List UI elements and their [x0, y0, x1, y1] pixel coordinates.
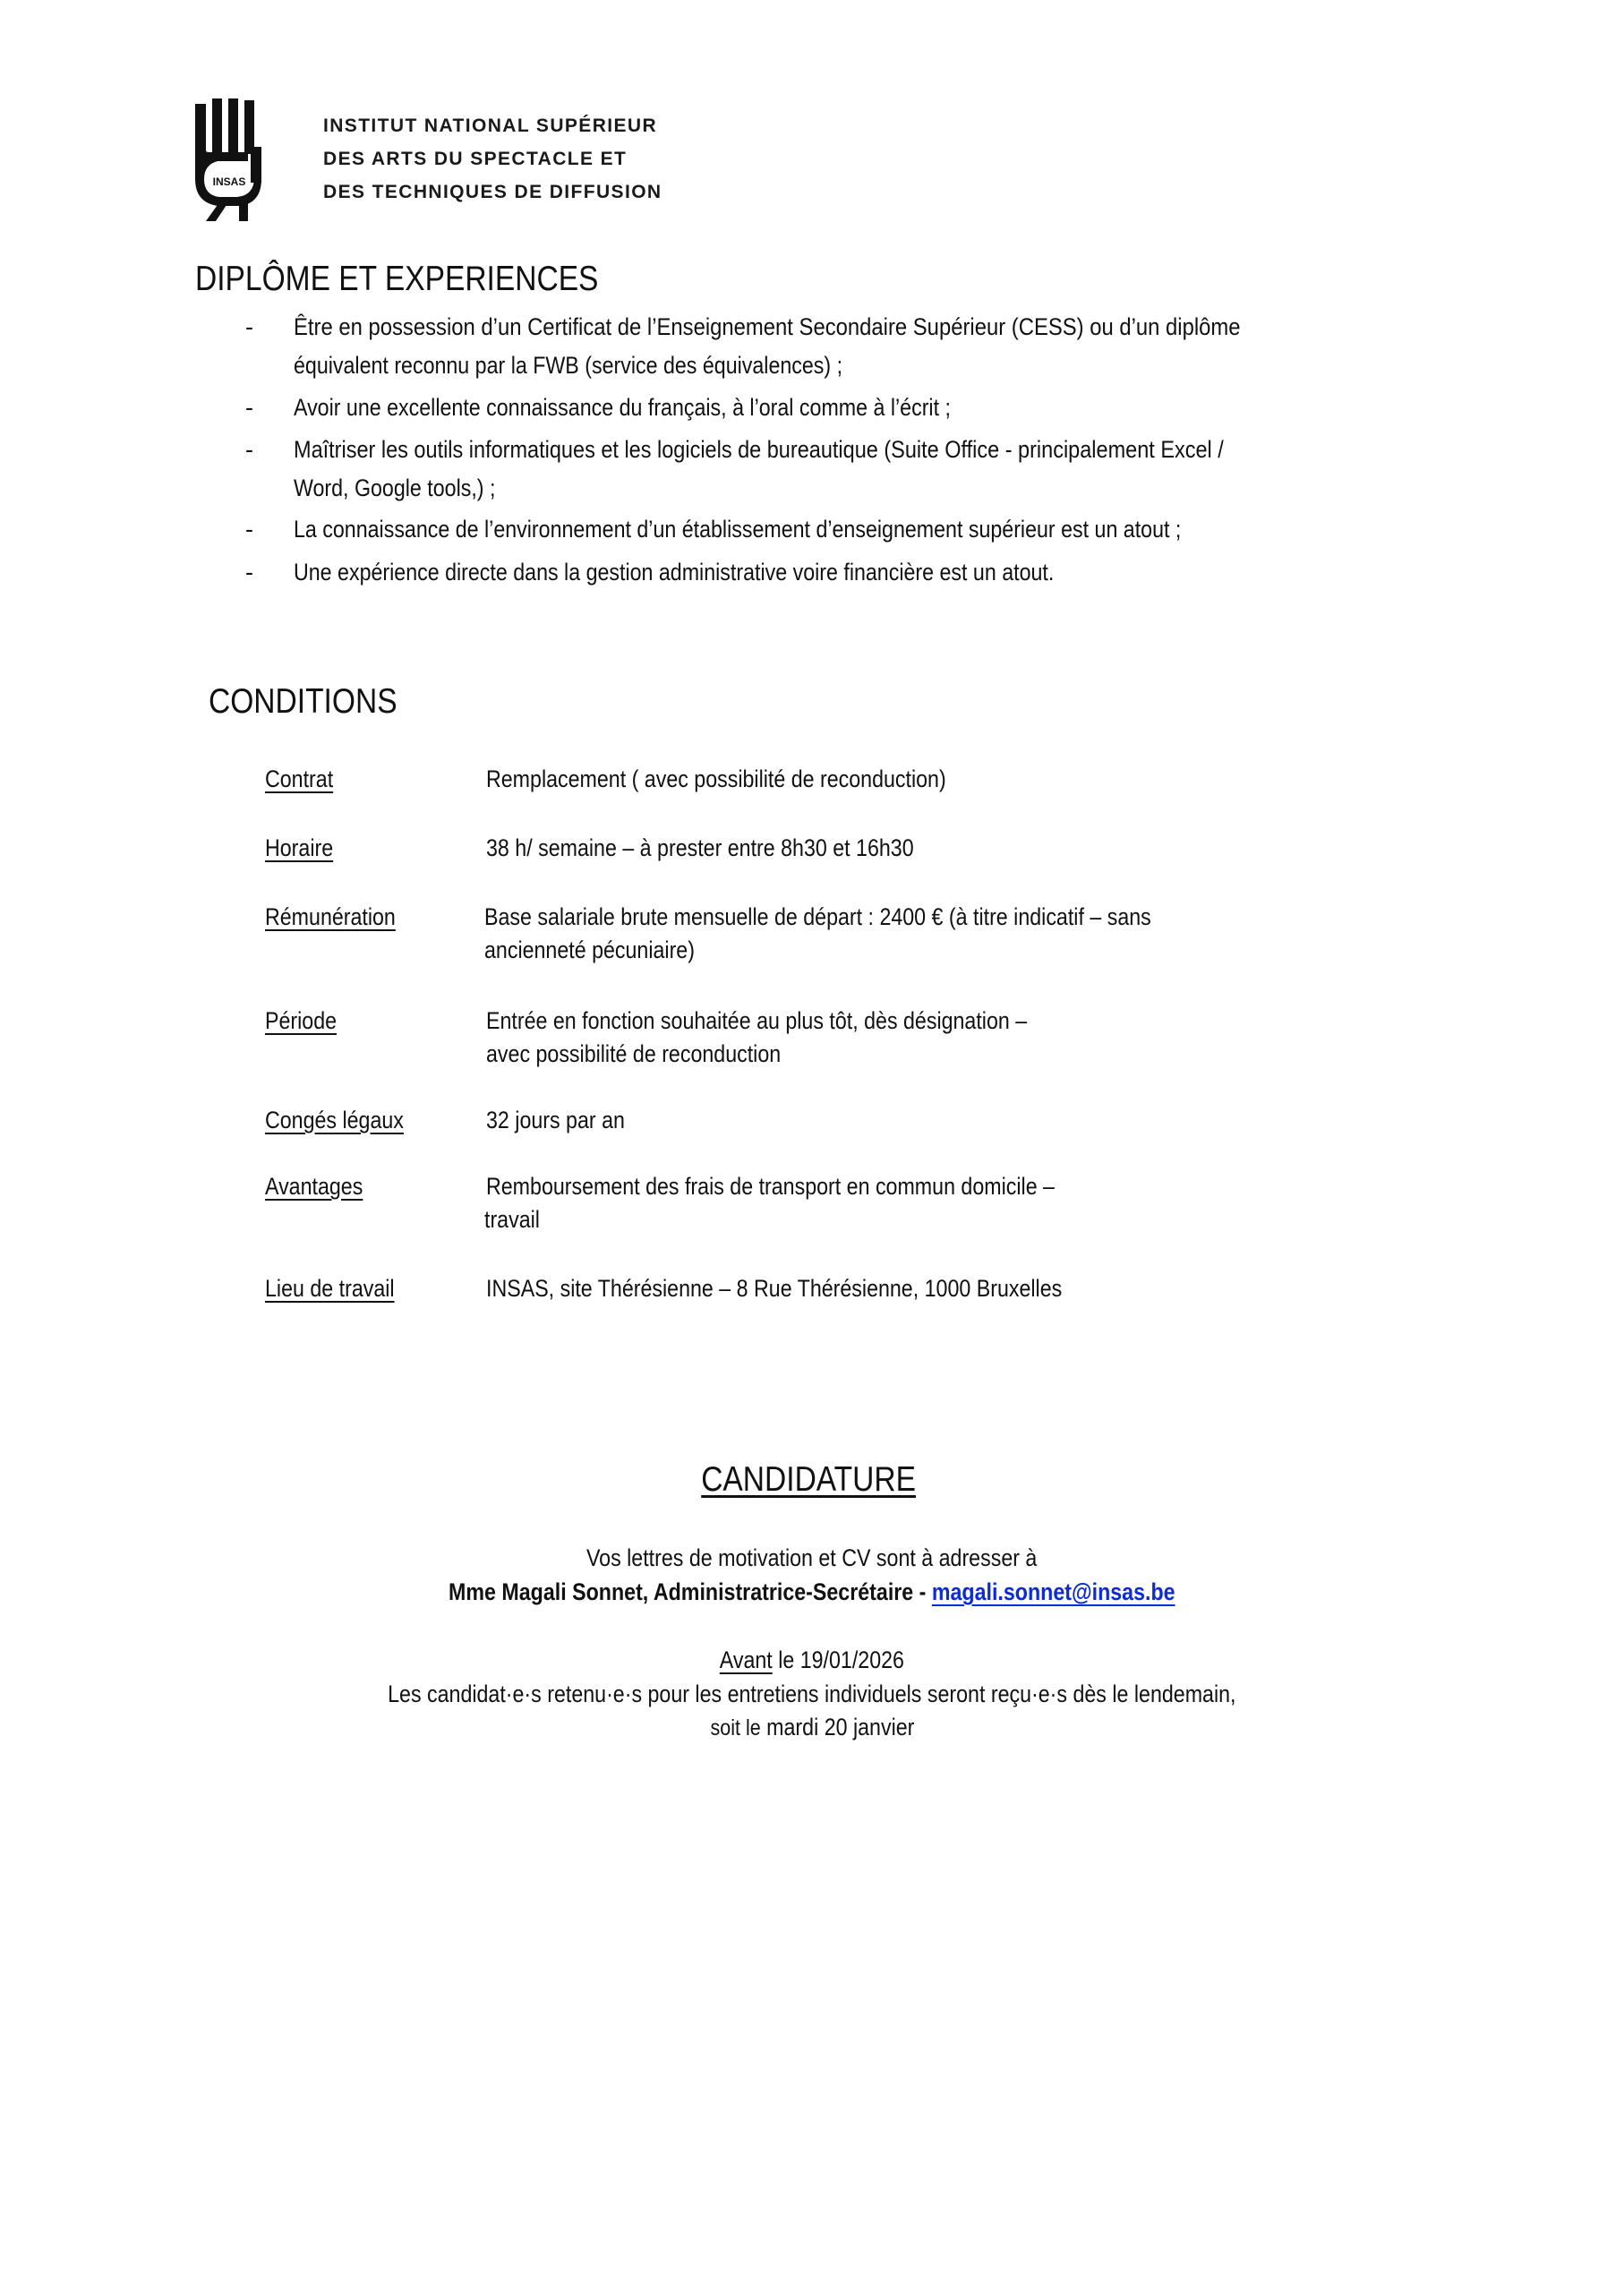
bullet-dash: - [245, 559, 253, 586]
condition-label: Congés légaux [265, 1107, 404, 1133]
interview-line: Les candidat·e·s retenu·e·s pour les entretiens individuels seront reçu·e·s dès le lendemain, [388, 1681, 1236, 1707]
insas-logo [192, 97, 266, 222]
condition-label: Avantages [265, 1173, 363, 1200]
section-title: CONDITIONS [209, 682, 397, 721]
intro-row [0, 1542, 1624, 1574]
list-item-line: équivalent reconnu par la FWB (service des équivalences) ; [294, 352, 843, 379]
deadline-date: le 19/01/2026 [778, 1646, 905, 1673]
list-item-line: Être en possession d’un Certificat de l’Enseignement Secondaire Supérieur (CESS) ou d’un diplôme [294, 313, 1241, 340]
condition-value: INSAS, site Thérésienne – 8 Rue Thérésienne, 1000 Bruxelles [486, 1275, 1063, 1302]
institution-line: DES TECHNIQUES DE DIFFUSION [323, 182, 662, 202]
logo-text: INSAS [212, 175, 246, 188]
section-title: CANDIDATURE [700, 1460, 916, 1499]
deadline-line [720, 1644, 904, 1676]
section-title-row [0, 1459, 1624, 1501]
list-item-line: Maîtriser les outils informatiques et les logiciels de bureautique (Suite Office - principalement Excel / [294, 436, 1224, 463]
intro-text: Vos lettres de motivation et CV sont à adresser à [586, 1544, 1038, 1571]
institution-line: DES ARTS DU SPECTACLE ET [323, 149, 628, 169]
condition-label: Rémunération [265, 903, 396, 930]
condition-label: Contrat [265, 765, 334, 792]
deadline-prefix: Avant [719, 1646, 773, 1673]
interview-row [0, 1678, 1624, 1710]
condition-value: 38 h/ semaine – à prester entre 8h30 et 16h30 [486, 834, 914, 861]
list-item-line: La connaissance de l’environnement d’un établissement d’enseignement supérieur est un atout ; [294, 516, 1182, 543]
contact-name: Mme Magali Sonnet, Administratrice-Secrétaire - [449, 1578, 927, 1605]
deadline-row [0, 1644, 1624, 1676]
interview-date-line [710, 1711, 914, 1744]
interview-date: mardi 20 janvier [765, 1714, 914, 1740]
list-item-line: Une expérience directe dans la gestion administrative voire financière est un atout. [294, 559, 1055, 586]
bullet-dash: - [245, 313, 253, 340]
list-item-line: Word, Google tools,) ; [294, 475, 496, 501]
condition-value: Remboursement des frais de transport en commun domicile – [486, 1173, 1055, 1200]
institution-line: INSTITUT NATIONAL SUPÉRIEUR [323, 115, 658, 136]
institution-name [323, 109, 662, 209]
condition-label: Horaire [265, 834, 334, 861]
bullet-dash: - [245, 394, 253, 421]
condition-value: avec possibilité de reconduction [486, 1040, 782, 1067]
condition-value: 32 jours par an [486, 1107, 625, 1133]
condition-value: Entrée en fonction souhaitée au plus tôt, dès désignation – [486, 1007, 1028, 1034]
contact-row [0, 1576, 1624, 1608]
email-link[interactable]: magali.sonnet@insas.be [932, 1578, 1175, 1605]
condition-value: ancienneté pécuniaire) [484, 936, 695, 963]
interview-date-row [0, 1711, 1624, 1744]
condition-value: travail [484, 1206, 540, 1233]
contact-line [449, 1576, 1175, 1608]
section-title: DIPLÔME ET EXPERIENCES [195, 260, 599, 298]
bullet-dash: - [245, 516, 253, 543]
bullet-dash: - [245, 436, 253, 463]
condition-label: Lieu de travail [265, 1275, 395, 1302]
condition-label: Période [265, 1007, 338, 1034]
interview-date-prefix: soit le [710, 1715, 761, 1740]
list-item-line: Avoir une excellente connaissance du français, à l’oral comme à l’écrit ; [294, 394, 951, 421]
condition-value: Remplacement ( avec possibilité de reconduction) [486, 765, 946, 792]
condition-value: Base salariale brute mensuelle de départ : 2400 € (à titre indicatif – sans [484, 903, 1151, 930]
